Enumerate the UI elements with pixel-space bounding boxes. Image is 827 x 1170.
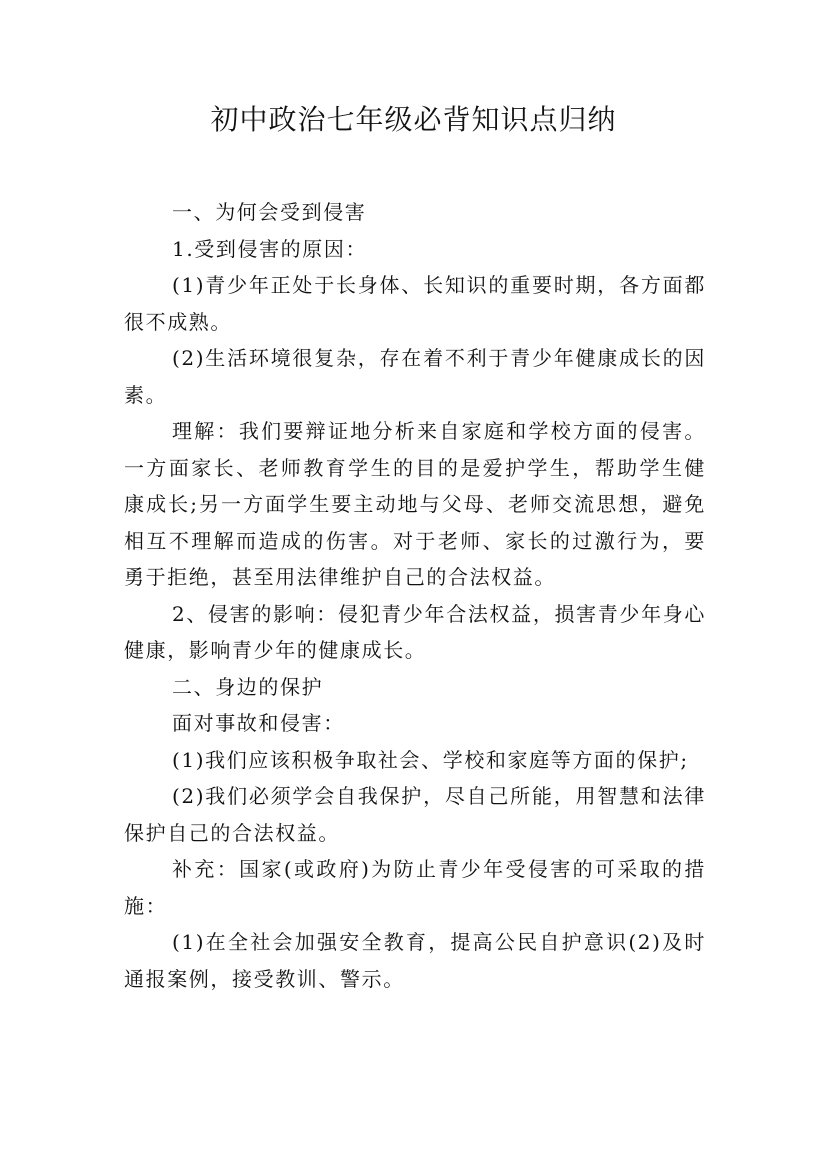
paragraph-protection-1: (1)我们应该积极争取社会、学校和家庭等方面的保护; [172,747,689,772]
heading-section-1: 一、为何会受到侵害 [172,200,367,224]
paragraph-understanding: 理解：我们要辩证地分析来自家庭和学校方面的侵害。一方面家长、老师教育学生的目的是爱护学生，帮助学生健康成长;另一方面学生要主动地与父母、老师交流思想，避免相互不理解而造成的伤害。对于老师、家长的过激行为，要勇于拒绝，甚至用法律维护自己的合法权益。 [124,419,706,589]
subheading-causes: 1.受到侵害的原因： [172,236,368,261]
paragraph-protection-2: (2)我们必须学会自我保护，尽自己所能，用智慧和法律保护自己的合法权益。 [124,784,706,845]
paragraph-measures: (1)在全社会加强安全教育，提高公民自护意识(2)及时通报案例，接受教训、警示。 [124,930,706,991]
paragraph-cause-1: (1)青少年正处于长身体、长知识的重要时期，各方面都很不成熟。 [124,273,706,334]
subheading-facing: 面对事故和侵害： [172,711,345,735]
paragraph-cause-2: (2)生活环境很复杂，存在着不利于青少年健康成长的因素。 [124,346,706,407]
paragraph-supplement: 补充：国家(或政府)为防止青少年受侵害的可采取的措施： [124,857,706,918]
paragraph-impact: 2、侵害的影响：侵犯青少年合法权益，损害青少年身心健康，影响青少年的健康成长。 [124,601,706,662]
document-title: 初中政治七年级必背知识点归纳 [210,103,617,136]
heading-section-2: 二、身边的保护 [172,674,324,699]
document-body [124,194,706,997]
